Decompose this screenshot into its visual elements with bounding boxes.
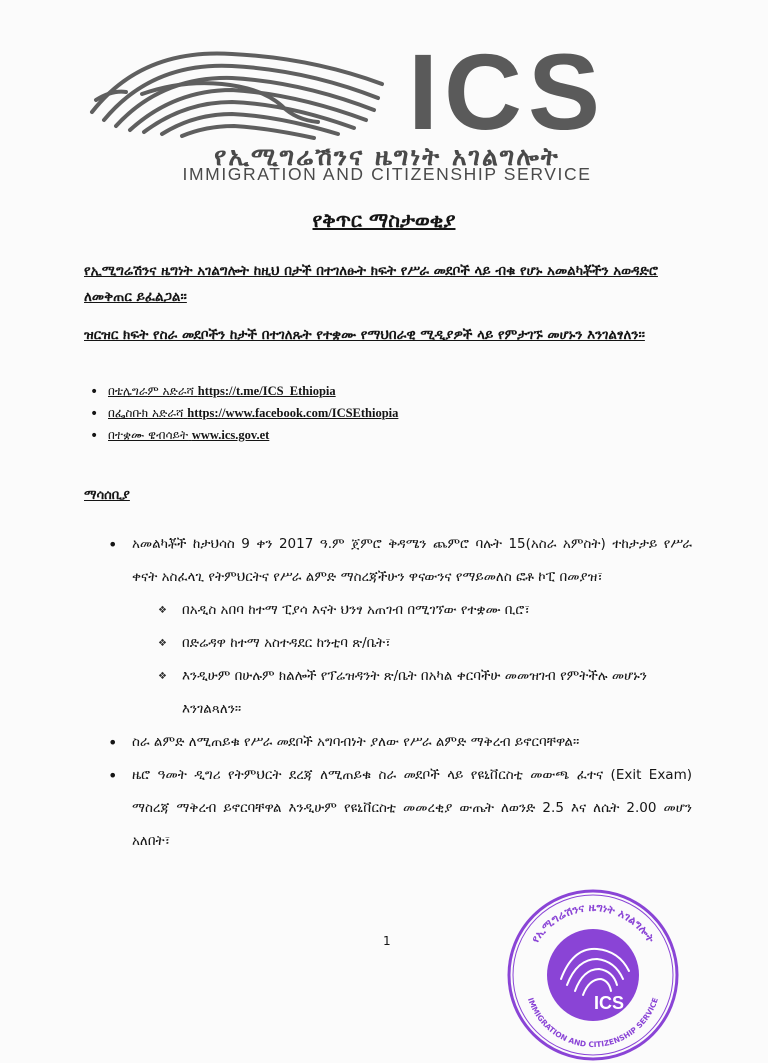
note-sub-item-2: ❖ በድሬዳዋ ከተማ አስተዳደር ከንቲባ ጽ/ቤት፣ [182,627,692,660]
stamp-text-amharic: የኢሚግሬሽንና ዜግነት አገልግሎት [528,900,658,945]
social-links-list [108,384,398,450]
telegram-link-url[interactable]: https://t.me/ICS_Ethiopia [197,384,336,398]
note-sub-item-1: ❖ በአዲስ አበባ ከተማ ፒያሳ እናት ህንፃ አጠገብ በሚገኘው የተቋሙ ቢሮ፣ [182,594,692,627]
ics-logo-text: ICS [408,31,607,152]
telegram-link-label: በቴሌግራም አድራሻ [108,384,194,398]
stamp-center-text: ICS [593,993,625,1013]
page-title: የቅጥር ማስታወቂያ [312,208,456,232]
letterhead [0,0,768,200]
facebook-link-url[interactable]: https://www.facebook.com/ICSEthiopia [187,406,399,420]
fingerprint-logo-icon [82,40,402,140]
org-name-amharic: የኢሚግሬሽንና ዜግነት አገልግሎት [214,142,560,171]
org-name-english: IMMIGRATION AND CITIZENSHIP SERVICE [182,164,592,184]
note-bullet-2: • ስራ ልምድ ለሚጠይቁ የሥራ መደቦች አግባብነት ያለው የሥራ ልምድ ማቅረብ ይኖርባቸዋል። [132,726,692,759]
note-list [132,528,692,858]
intro-paragraph-1: የኢሚግሬሽንና ዜግነት አገልግሎት ከዚህ በታች በተገለፁት ክፍት የሥራ መደቦች ላይ ብቁ የሆኑ አመልካቾችን አወዳድሮ ለመቅጠር ይፈልጋል፡፡ [84,263,658,305]
note-bullet-1: • አመልካቾች ከታህሳስ 9 ቀን 2017 ዓ.ም ጀምሮ ቅዳሜን ጨምሮ ባሉት 15(አስራ አምስት) ተከታታይ የሥራ ቀናት አስፈላጊ የትምህርትና የሥራ ልምድ ማስረጃችሁን ዋናውንና የማይመለስ ፎቶ ኮፒ በመያዝ፣ [132,528,692,594]
telegram-link[interactable] [108,384,398,406]
website-link-url[interactable]: www.ics.gov.et [191,428,270,442]
website-link-label: በተቋሙ ዌብሳይት [108,428,189,442]
page-number: 1 [383,934,391,948]
facebook-link-label: በፌስቡክ አድራሻ [108,406,184,420]
stamp-text-english: IMMIGRATION AND CITIZENSHIP SERVICE [526,996,661,1050]
note-sub-item-3: ❖ እንዲሁም በሁሉም ክልሎች የፕሬዝዳንት ጽ/ቤት በአካል ቀርባችሁ መመዝገብ የምትችሉ መሆኑን እንገልጻለን። [182,660,692,726]
intro-paragraph-2: ዝርዝር ክፍት የስራ መደቦችን ከታች በተገለጹት የተቋሙ የማህበራዊ ሚዲያዎች ላይ የምታገኙ መሆኑን እንገልፃለን፡፡ [84,327,645,343]
facebook-link[interactable] [108,406,398,428]
website-link[interactable] [108,428,398,450]
note-heading: ማሳሰቢያ [84,488,130,503]
official-stamp [505,887,681,1063]
note-bullet-3: • ዜሮ ዓመት ዲግሪ የትምህርት ደረጃ ለሚጠይቁ ስራ መደቦች ላይ የዩኒቨርስቲ መውጫ ፈተና (Exit Exam) ማስረጃ ማቅረብ ይኖርባቸዋል እንዲሁም የዩኒቨርስቲ መመረቂያ ውጤት ለወንድ 2.5 እና ለሴት 2.00 መሆን አለበት፣ [132,759,692,858]
